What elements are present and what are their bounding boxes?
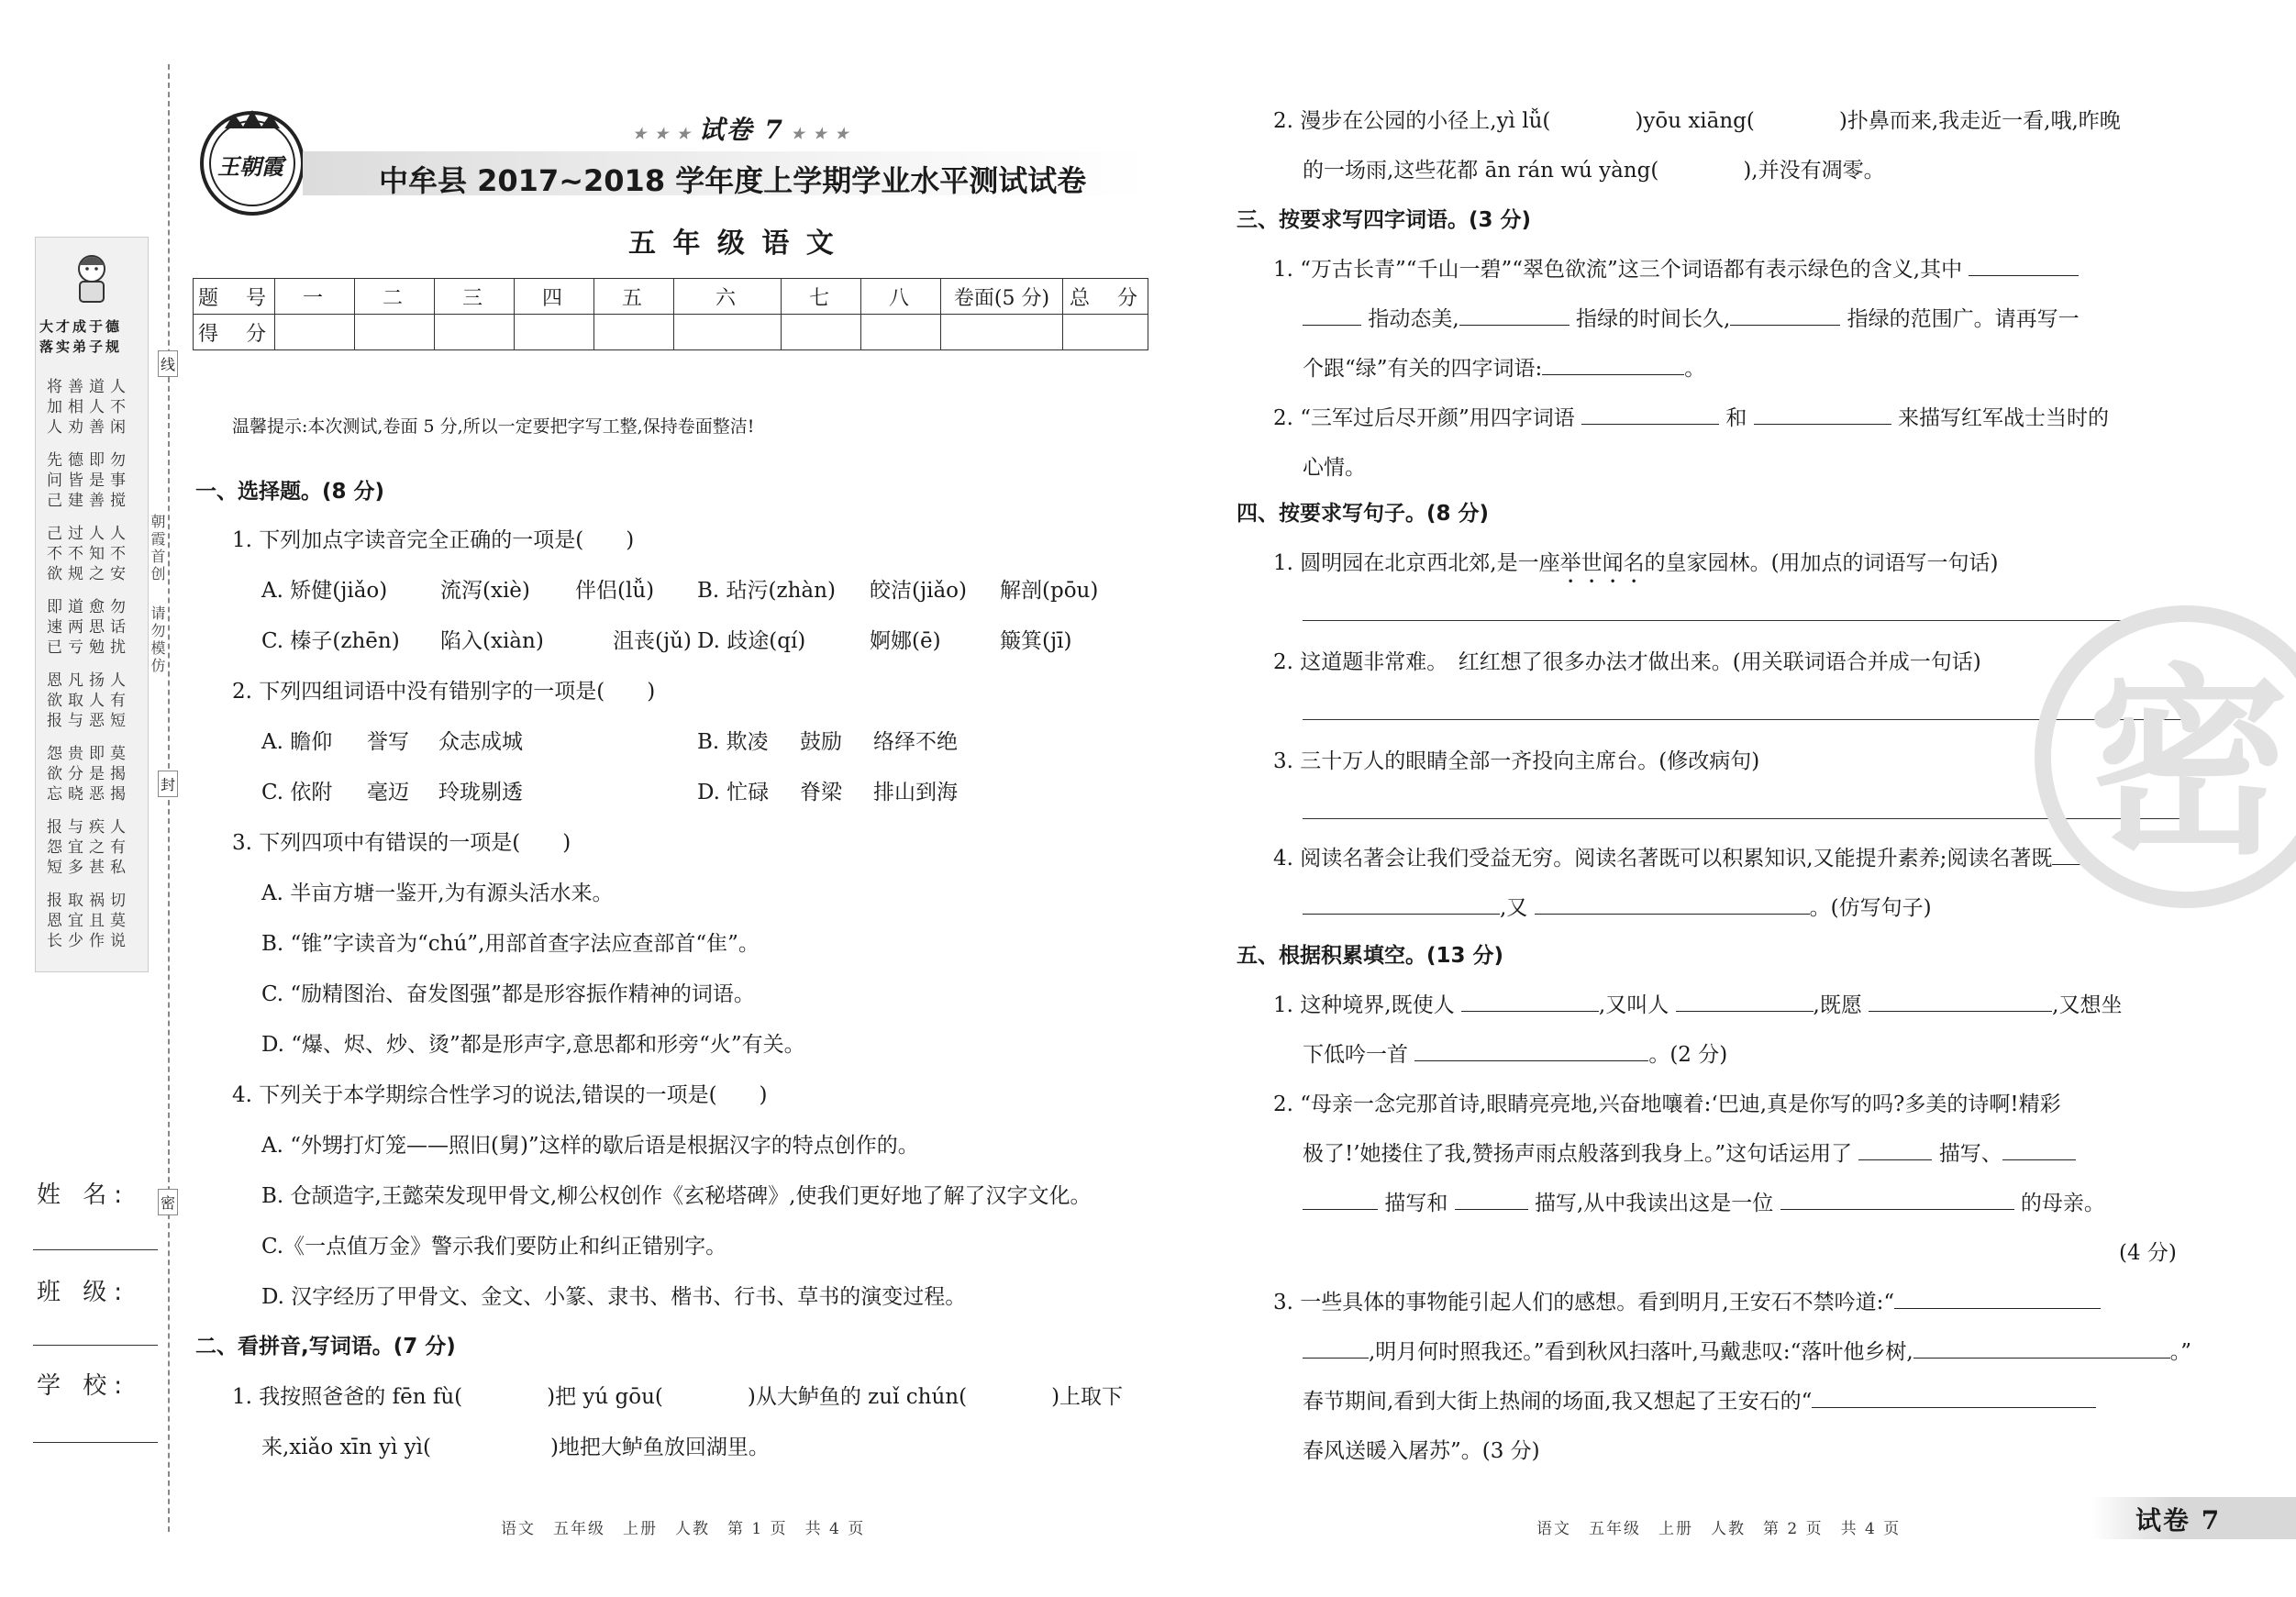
motto-line: 报与恶短 — [47, 712, 131, 730]
name-label: 姓 名: — [37, 1181, 130, 1209]
s2-q1-line1: 1. 我按照爸爸的 fēn fù( )把 yú gōu( )从大鲈鱼的 zuǐ chún( )上取下 — [232, 1385, 1124, 1409]
score-input[interactable] — [941, 315, 1063, 350]
score-input[interactable] — [355, 315, 435, 350]
s3-q1-line1: 1. “万古长青”“千山一碧”“翠色欲流”这三个词语都有表示绿色的含义,其中 — [1273, 255, 2079, 284]
motto-line: 短多甚私 — [47, 859, 131, 877]
s1-q3-opt: A. 半亩方塘一鉴开,为有源头活水来。 — [261, 882, 614, 905]
motto-panel — [35, 237, 149, 972]
s1-q3-opt: C. “励精图治、奋发图强”都是形容振作精神的词语。 — [261, 982, 755, 1006]
s2-q2-line1: 2. 漫步在公园的小径上,yì lǚ( )yōu xiāng( )扑鼻而来,我走近一看,哦,昨晚 — [1273, 109, 2121, 133]
s1-q2-opt: 玲珑剔透 — [438, 781, 523, 804]
s1-q2-opt: D. 忙碌 — [697, 781, 770, 804]
motto-line: 问皆是事 — [47, 471, 131, 490]
motto-line: 报与疾人 — [47, 818, 131, 837]
section-3-title: 三、按要求写四字词语。(3 分) — [1237, 208, 1532, 232]
slogan-1: 大才成于德 — [39, 318, 123, 335]
answer-blank[interactable] — [1455, 1189, 1528, 1210]
name-field[interactable] — [33, 1249, 158, 1250]
school-label: 学 校: — [37, 1372, 130, 1400]
motto-line: 即道愈勿 — [47, 598, 131, 616]
s5-q3-line3: 春节期间,看到大街上热闹的场面,我又想起了王安石的“ — [1303, 1387, 2096, 1416]
s2-q1-line2: 来,xiǎo xīn yì yì( )地把大鲈鱼放回湖里。 — [261, 1436, 770, 1459]
score-cell: 八 — [861, 279, 941, 315]
class-field[interactable] — [33, 1345, 158, 1346]
motto-line: 长少作说 — [47, 932, 131, 950]
score-cell: 卷面(5 分) — [941, 279, 1063, 315]
score-cell: 总 分 — [1063, 279, 1148, 315]
motto-block — [47, 597, 131, 658]
answer-blank[interactable] — [1894, 1288, 2101, 1309]
motto-line: 报取祸切 — [47, 892, 131, 910]
side-note-2: 请勿模仿 — [149, 605, 166, 675]
s1-q4-opt: B. 仓颉造字,王懿荣发现甲骨文,柳公权创作《玄秘塔碑》,使我们更好地了解了汉字文化。 — [261, 1184, 1092, 1208]
score-input[interactable] — [594, 315, 674, 350]
motto-block — [47, 450, 131, 511]
s1-q4-opt: C.《一点值万金》警示我们要防止和纠正错别字。 — [261, 1235, 727, 1259]
motto-line: 怨宜之有 — [47, 838, 131, 857]
brand-logo — [197, 108, 307, 218]
s1-q2-opt: C. 依附 — [261, 781, 333, 804]
footer-paper-tag: 试卷 7 — [2135, 1505, 2222, 1536]
s1-q2: 2. 下列四组词语中没有错别字的一项是( ) — [232, 680, 656, 704]
section-5-title: 五、根据积累填空。(13 分) — [1237, 944, 1504, 968]
s5-q3-line1: 3. 一些具体的事物能引起人们的感想。看到明月,王安石不禁吟道:“ — [1273, 1288, 2101, 1317]
motto-line: 欲取人有 — [47, 692, 131, 710]
score-input[interactable] — [435, 315, 515, 350]
score-cell: 五 — [594, 279, 674, 315]
s1-q1-opt: 婀娜(ē) — [870, 629, 941, 653]
score-cell: 得 分 — [194, 315, 275, 350]
s3-q2-line2: 心情。 — [1303, 456, 1366, 480]
motto-line: 忘晓恶揭 — [47, 785, 131, 804]
answer-line[interactable] — [1303, 620, 2191, 621]
s5-q1-line2: 下低吟一首 。(2 分) — [1303, 1040, 1727, 1070]
tip: 温馨提示:本次测试,卷面 5 分,所以一定要把字写工整,保持卷面整洁! — [232, 416, 755, 437]
s1-q3-opt: B. “锥”字读音为“chú”,用部首查字法应查部首“隹”。 — [261, 932, 760, 956]
score-cell: 七 — [782, 279, 861, 315]
seal-char-feng: 封 — [158, 771, 178, 797]
answer-blank[interactable] — [1780, 1189, 2014, 1210]
answer-blank[interactable] — [1303, 893, 1500, 915]
answer-blank[interactable] — [1812, 1387, 2096, 1408]
score-value-row — [194, 315, 1148, 350]
answer-blank[interactable] — [1676, 991, 1814, 1012]
seal-char-mi: 密 — [158, 1189, 178, 1215]
motto-line: 先德即勿 — [47, 451, 131, 470]
motto-line: 速两思话 — [47, 618, 131, 637]
s1-q3: 3. 下列四项中有错误的一项是( ) — [232, 831, 571, 855]
s1-q2-opt: 毫迈 — [367, 781, 409, 804]
s2-q2-line2: 的一场雨,这些花都 ān rán wú yàng( ),并没有凋零。 — [1303, 159, 1885, 183]
child-mascot-icon — [63, 249, 120, 305]
s1-q1-opt: C. 榛子(zhēn) — [261, 629, 400, 653]
motto-line: 己过人人 — [47, 525, 131, 543]
s4-q4-line2: ,又 。(仿写句子) — [1303, 893, 1932, 923]
s1-q1-opt: D. 歧途(qí) — [697, 629, 806, 653]
score-input[interactable] — [515, 315, 594, 350]
motto-block — [47, 744, 131, 804]
s1-q2-opt: 排山到海 — [873, 781, 958, 804]
s1-q1-opt: 簸箕(jī) — [1000, 629, 1072, 653]
s1-q2-opt: 脊梁 — [800, 781, 842, 804]
answer-blank[interactable] — [1303, 1337, 1369, 1359]
s1-q1-opt: 解剖(pōu) — [1000, 579, 1099, 603]
score-input[interactable] — [1063, 315, 1148, 350]
motto-line: 加相人不 — [47, 398, 131, 416]
stars-right: ★ ★ ★ — [783, 125, 850, 142]
paper-tag: ★ ★ ★ 试卷 7 ★ ★ ★ — [633, 115, 850, 145]
s1-q1-opt: 伴侣(lǚ) — [575, 579, 655, 603]
s5-q2-line1: 2. “母亲一念完那首诗,眼睛亮亮地,兴奋地嚷着:‘巴迪,真是你写的吗?多美的诗啊!精彩 — [1273, 1092, 2061, 1116]
s1-q1-opt: 皎洁(jiǎo) — [870, 579, 967, 603]
motto-block — [47, 671, 131, 731]
stars-left: ★ ★ ★ — [633, 125, 699, 142]
s5-q3-line2: ,明月何时照我还。”看到秋风扫落叶,马戴悲叹:“落叶他乡树, 。” — [1303, 1337, 2191, 1367]
score-input[interactable] — [674, 315, 782, 350]
s5-q2-line2: 极了!’她搂住了我,赞扬声雨点般落到我身上。”这句话运用了 描写、 — [1303, 1139, 2076, 1169]
s1-q4: 4. 下列关于本学期综合性学习的说法,错误的一项是( ) — [232, 1083, 768, 1107]
motto-line: 怨贵即莫 — [47, 745, 131, 763]
s1-q1-opt: 流泻(xiè) — [440, 579, 530, 603]
score-cell: 四 — [515, 279, 594, 315]
s3-q1-line2: 指动态美, 指绿的时间长久, 指绿的范围广。请再写一 — [1303, 305, 2080, 334]
s5-q3-line4: 春风送暖入屠苏”。(3 分) — [1303, 1439, 1540, 1463]
score-input[interactable] — [861, 315, 941, 350]
answer-blank[interactable] — [1414, 1040, 1648, 1061]
school-field[interactable] — [33, 1442, 158, 1443]
exam-subject: 五 年 级 语 文 — [628, 227, 837, 260]
score-cell: 题 号 — [194, 279, 275, 315]
s5-q2-line3: 描写和 描写,从中我读出这是一位 的母亲。 — [1303, 1189, 2105, 1218]
motto-line: 恩宜且莫 — [47, 912, 131, 930]
page-footer-right: 语文 五年级 上册 人教 第 2 页 共 4 页 — [1536, 1520, 1902, 1538]
binding-dashed-line — [168, 64, 170, 1532]
motto-line: 欲规之安 — [47, 565, 131, 583]
answer-blank[interactable] — [1969, 255, 2079, 276]
s1-q2-opt: 络绎不绝 — [873, 730, 958, 754]
s1-q1-opt: 陷入(xiàn) — [440, 629, 544, 653]
s1-q2-opt: A. 瞻仰 — [261, 730, 333, 754]
s1-q3-opt: D. “爆、烬、炒、烫”都是形声字,意思都和形旁“火”有关。 — [261, 1033, 805, 1057]
answer-blank[interactable] — [2002, 1139, 2076, 1160]
answer-blank[interactable] — [1730, 305, 1840, 326]
s4-q1: 1. 圆明园在北京西北郊,是一座举世闻名的皇家园林。(用加点的词语写一句话) — [1273, 551, 1999, 575]
s4-q3: 3. 三十万人的眼睛全部一齐投向主席台。(修改病句) — [1273, 749, 1760, 773]
answer-blank[interactable] — [1869, 991, 2052, 1012]
motto-line: 恩凡扬人 — [47, 671, 131, 690]
score-cell: 六 — [674, 279, 782, 315]
s3-q1-line3: 个跟“绿”有关的四字词语: 。 — [1303, 354, 1705, 383]
dotted-word: 举世闻名 — [1559, 551, 1645, 575]
motto-block — [47, 377, 131, 438]
s1-q1-opt: B. 玷污(zhàn) — [697, 579, 836, 603]
s5-q2-score: (4 分) — [2119, 1241, 2177, 1265]
slogan-2: 落实弟子规 — [39, 338, 123, 355]
motto-line: 不不知不 — [47, 545, 131, 563]
motto-line: 已亏勉扰 — [47, 638, 131, 657]
watermark-char: 密 — [2088, 647, 2290, 882]
motto-block — [47, 524, 131, 584]
answer-blank[interactable] — [1581, 404, 1719, 425]
s1-q2-opt: 众志成城 — [438, 730, 523, 754]
score-cell: 二 — [355, 279, 435, 315]
score-input[interactable] — [275, 315, 355, 350]
answer-blank[interactable] — [1303, 1189, 1378, 1210]
s1-q4-opt: D. 汉字经历了甲骨文、金文、小篆、隶书、楷书、行书、草书的演变过程。 — [261, 1285, 967, 1309]
motto-line: 人劝善闲 — [47, 418, 131, 437]
motto-line: 己建善搅 — [47, 492, 131, 510]
answer-blank[interactable] — [1913, 1337, 2170, 1359]
score-cell: 一 — [275, 279, 355, 315]
s1-q2-opt: 鼓励 — [800, 730, 842, 754]
motto-line: 将善道人 — [47, 378, 131, 396]
s1-q4-opt: A. “外甥打灯笼——照旧(舅)”这样的歇后语是根据汉字的特点创作的。 — [261, 1134, 919, 1158]
s3-q2-line1: 2. “三军过后尽开颜”用四字词语 和 来描写红军战士当时的 — [1273, 404, 2109, 433]
exam-title: 中牟县 2017~2018 学年度上学期学业水平测试试卷 — [379, 163, 1087, 198]
page-footer-left: 语文 五年级 上册 人教 第 1 页 共 4 页 — [501, 1520, 866, 1538]
s4-q2: 2. 这道题非常难。 红红想了很多办法才做出来。(用关联词语合并成一句话) — [1273, 650, 1981, 674]
answer-blank[interactable] — [1535, 893, 1810, 915]
section-4-title: 四、按要求写句子。(8 分) — [1237, 502, 1490, 526]
s5-q1-line1: 1. 这种境界,既使人 ,又叫人 ,既愿 ,又想坐 — [1273, 991, 2122, 1020]
score-cell: 三 — [435, 279, 515, 315]
s1-q1-opt: A. 矫健(jiǎo) — [261, 579, 388, 603]
score-input[interactable] — [782, 315, 861, 350]
answer-blank[interactable] — [1754, 404, 1891, 425]
s1-q1-opt: 沮丧(jǔ) — [613, 629, 692, 653]
s1-q2-opt: B. 欺凌 — [697, 730, 769, 754]
s1-q2-opt: 誉写 — [367, 730, 409, 754]
answer-blank[interactable] — [1303, 305, 1361, 326]
class-label: 班 级: — [37, 1279, 130, 1306]
score-table — [193, 278, 1148, 350]
motto-block — [47, 891, 131, 951]
s1-q1: 1. 下列加点字读音完全正确的一项是( ) — [232, 528, 635, 552]
motto-line: 欲分是揭 — [47, 765, 131, 783]
answer-blank[interactable] — [1461, 991, 1599, 1012]
side-note-1: 朝霞首创 — [149, 514, 166, 583]
s4-q4-line1: 4. 阅读名著会让我们受益无穷。阅读名著既可以积累知识,又能提升素养;阅读名著既 — [1273, 844, 2087, 873]
section-1-title: 一、选择题。(8 分) — [195, 480, 385, 504]
score-header-row — [194, 279, 1148, 315]
answer-blank[interactable] — [1459, 305, 1569, 326]
motto-block — [47, 817, 131, 878]
logo-text: 王朝霞 — [217, 153, 283, 180]
answer-blank[interactable] — [1858, 1139, 1932, 1160]
section-2-title: 二、看拼音,写词语。(7 分) — [195, 1335, 456, 1359]
answer-blank[interactable] — [1542, 354, 1684, 375]
seal-char-xian: 线 — [158, 350, 178, 377]
